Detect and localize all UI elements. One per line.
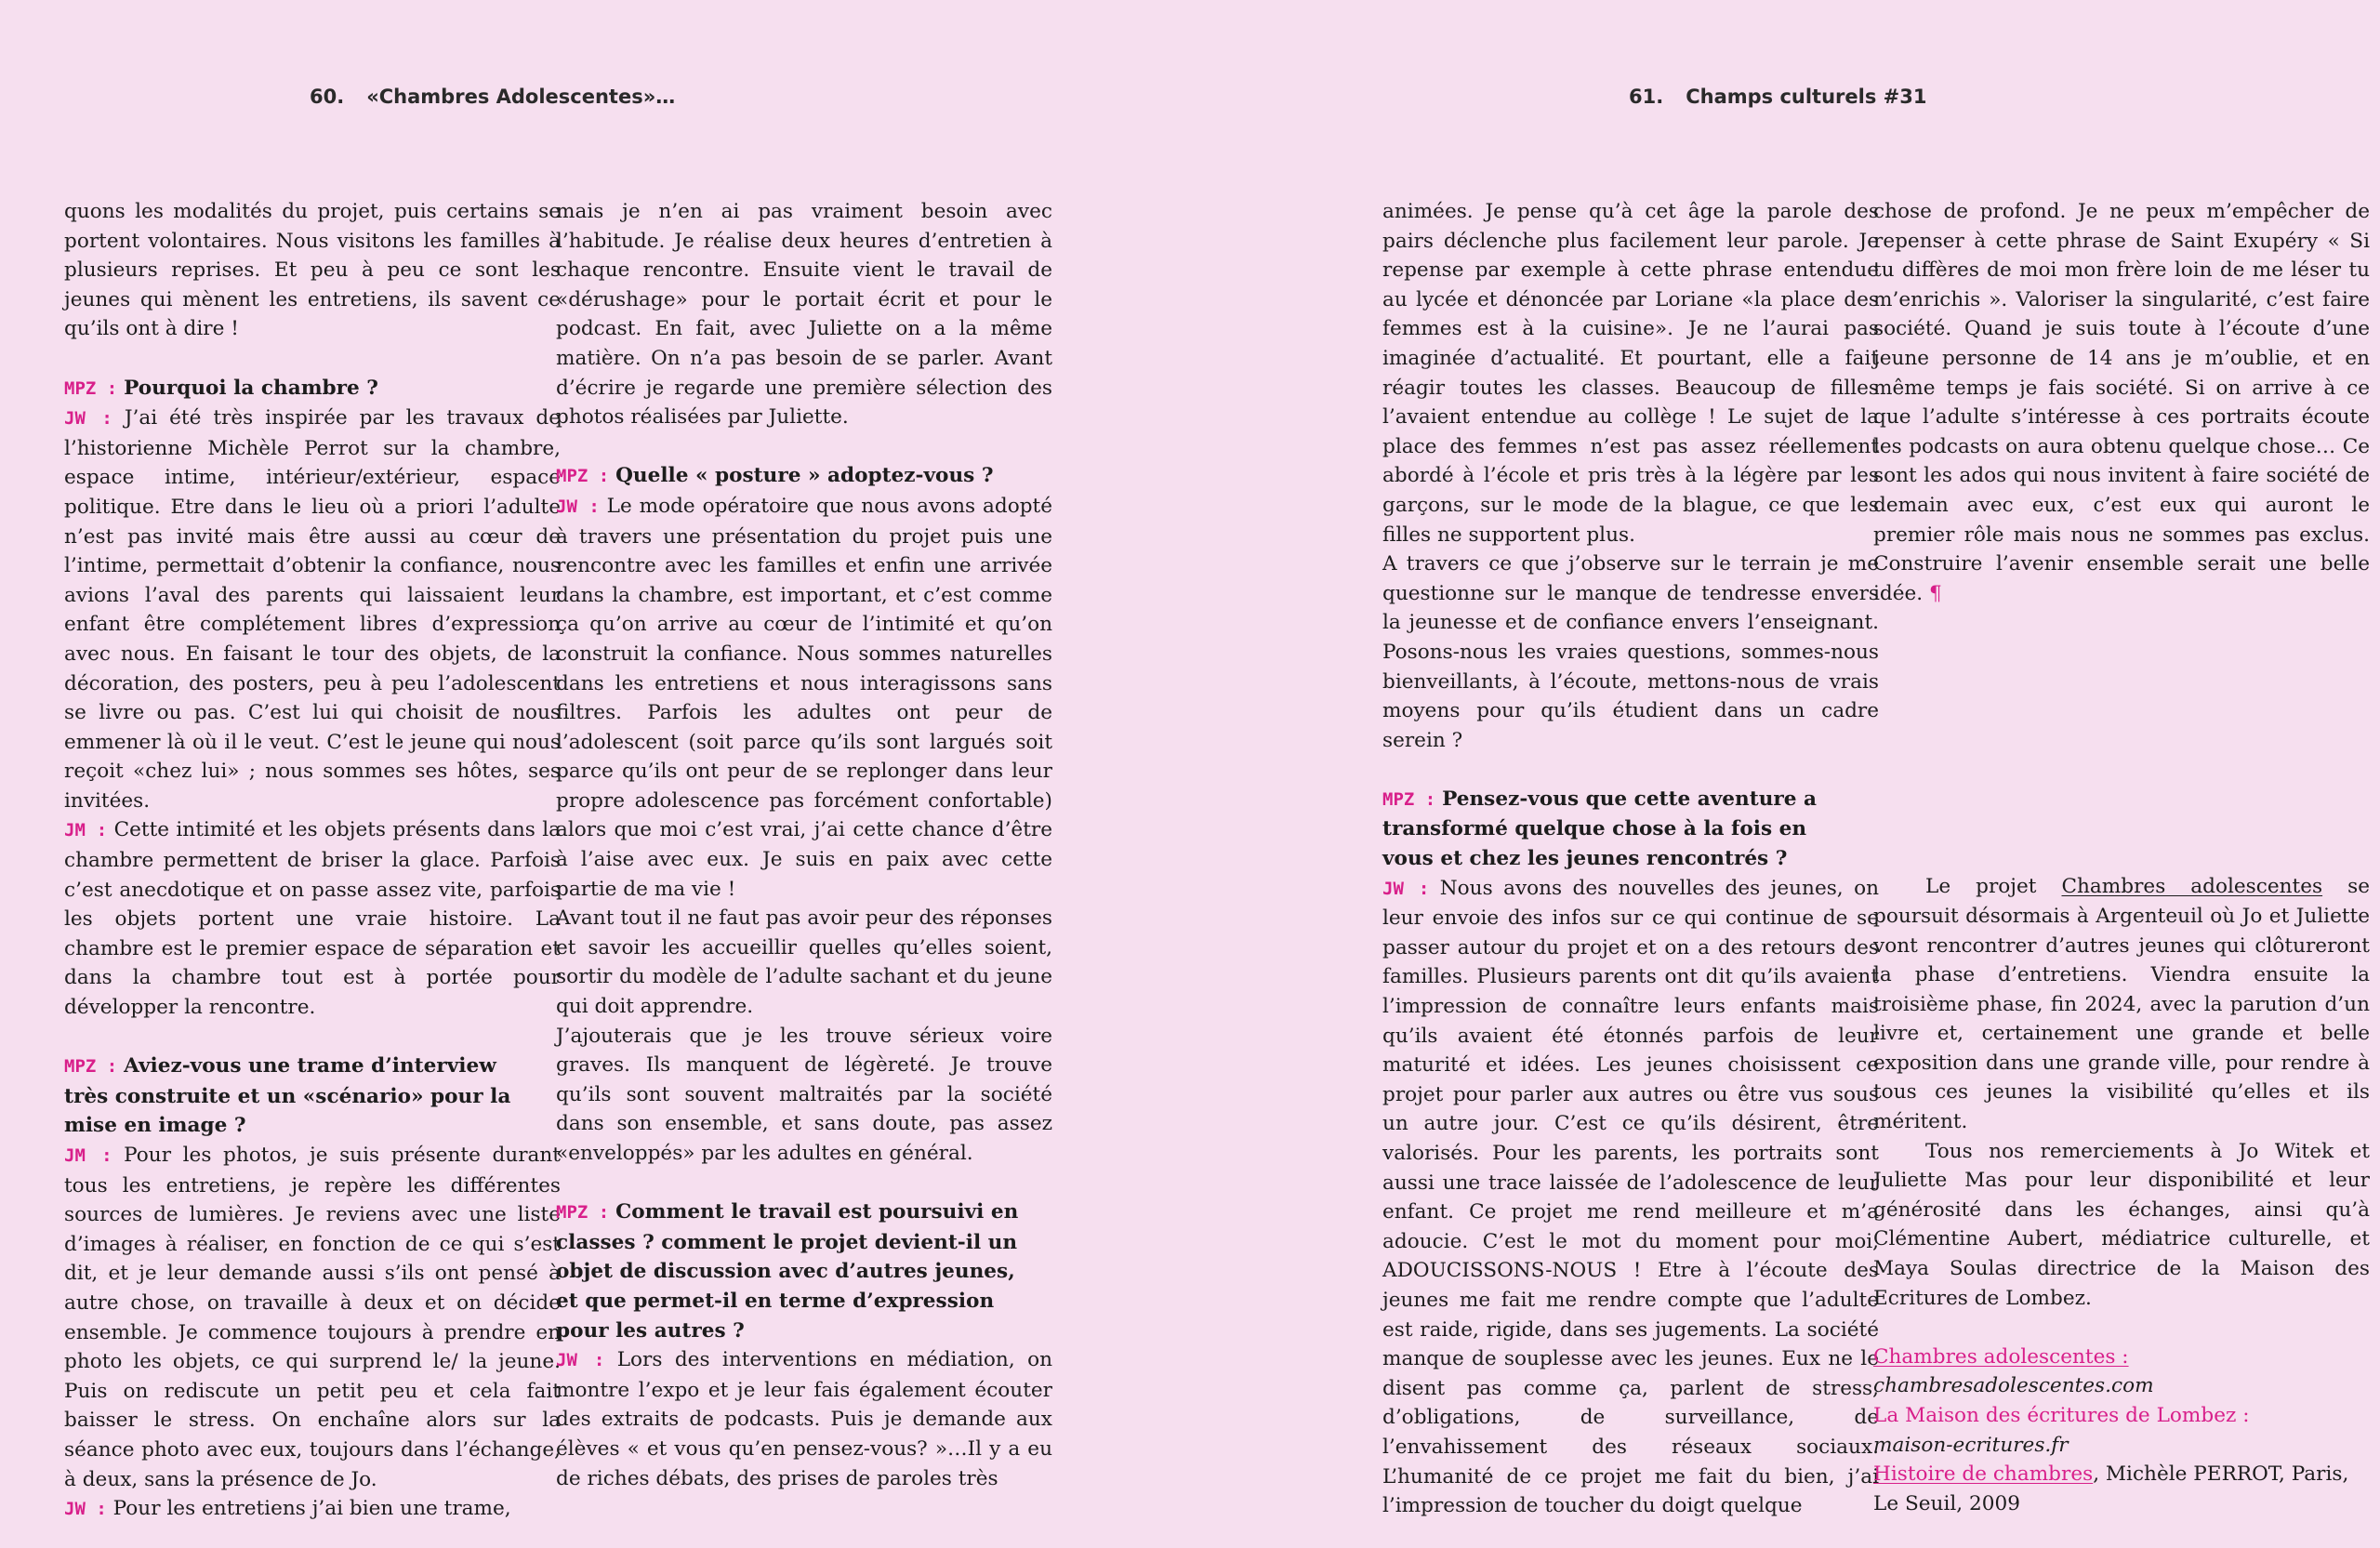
running-title-right: Champs culturels #31 (1686, 86, 1927, 108)
project-title: Chambres adolescentes (2061, 875, 2323, 899)
answer-text: Pour les photos, je suis présente durant tous les entretiens, je repère les différentes sources de lumières. Je reviens avec une liste d’images à réaliser, en fonction de ce qui s’est dit, et je leur demande aussi s’ils ont pensé à autre chose, on travaille à deux et on décide ensemble. Je commence toujours à prendre en photo les objets, ce qui surprend le/ la jeune. Puis on rediscute un petit peu et cela fait baisser le stress. On enchaîne alors sur la séance photo avec eux, toujours dans l’échange, à deux, sans la présence de Jo. (64, 1144, 561, 1491)
question (1382, 785, 1879, 874)
page-header-left (310, 86, 675, 108)
answer-text: Le mode opératoire que nous avons adopté à travers une présentation du projet puis une rencontre avec les familles et enfin une arrivée dans la chambre, est important, et c’est comme ça qu’on arrive au cœur de l’intimité et qu’on construit la confiance. Nous sommes naturelles dans les entretiens et nous interagissons sans filtres. Parfois les adultes ont peur de l’adolescent (soit parce qu’ils sont largués soit parce qu’ils ont peur de se replonger dans leur propre adolescence pas forcément confortable) alors que moi c’est vrai, j’ai cette chance d’être à l’aise avec eux. Je suis en paix avec cette partie de ma vie ! (556, 494, 1052, 901)
question-text: Comment le travail est poursuivi en classes ? comment le projet devient-il un objet de discussion avec d’autres jeunes, et que permet-il en terme d’expression pour les autres ? (556, 1200, 1019, 1343)
question (64, 374, 561, 404)
note-text: se poursuit désormais à Argenteuil où Jo et Juliette vont rencontrer d’autres jeunes qui clôtureront la phase d’entretiens. Viendra ensuite la troisième phase, fin 2024, avec la parution d’un livre et, certainement une grande et belle exposition dans une grande ville, pour rendre à tous ces jeunes la visibilité qu’elles et ils méritent. (1873, 875, 2370, 1134)
answer-text: Cette intimité et les objets présents dans la chambre permettent de briser la glace. Parfois c’est anecdotique et on passe assez vite, parfois les objets portent une vraie histoire. La chambre est le premier espace de séparation et dans la chambre tout est à portée pour développer la rencontre. (64, 818, 561, 1020)
paragraph: animées. Je pense qu’à cet âge la parole des pairs déclenche plus facilement leur parole. Je repense par exemple à cette phrase entendue au lycée et dénoncée par Loriane «la place des femmes est à la cuisine». Je ne l’aurai pas imaginée d’actualité. Et pourtant, elle a fait réagir toutes les classes. Beaucoup de filles l’avaient entendue au collège ! Le sujet de la place des femmes n’est pas assez réellement abordé à l’école et pris très à la légère par les garçons, sur le mode de la blague, ce que les filles ne supportent plus. (1382, 200, 1879, 547)
question-text: Pourquoi la chambre ? (124, 376, 378, 400)
question-text: Pensez-vous que cette aventure a transformé quelque chose à la fois en vous et chez les jeunes rencontrés ? (1382, 787, 1818, 871)
answer-text: Lors des interventions en médiation, on montre l’expo et je leur fais également écouter des extraits de podcasts. Puis je demande aux élèves « et vous qu’en pensez-vous? »…Il y a eu de riches débats, des prises de paroles très (556, 1348, 1052, 1490)
speaker-tag: MPZ : (556, 1202, 610, 1224)
question (556, 1197, 1052, 1345)
link-url[interactable]: maison-ecritures.fr (1873, 1433, 2069, 1457)
paragraph: mais je n’en ai pas vraiment besoin avec l’habitude. Je réalise deux heures d’entretien à chaque rencontre. Ensuite vient le travail de «dérushage» pour le portait écrit et pour le podcast. En fait, avec Juliette on a la même matière. On n’a pas besoin de se parler. Avant d’écrire je regarde une première sélection des photos réalisées par Juliette. (556, 200, 1052, 430)
resource-link-1[interactable] (1873, 1343, 2370, 1372)
speaker-tag: MPZ : (556, 466, 610, 487)
speaker-tag: JW : (556, 496, 600, 517)
page-number-right: 61. (1629, 86, 1664, 108)
paragraph-text: chose de profond. Je ne peux m’empêcher de repenser à cette phrase de Saint Exupéry « Si tu diffères de moi mon frère loin de me léser tu m’enrichis ». Valoriser la singularité, c’est faire société. Quand je suis toute à l’écoute d’une jeune personne de 14 ans je m’oublie, et en même temps je fais société. Si on arrive à ce que l’adulte s’intéresse à ces portraits écoute les podcasts on aura obtenu quelque chose… Ce sont les ados qui nous invitent à faire société de demain avec eux, c’est eux qui auront le premier rôle mais nous ne sommes pas exclus. Construire l’avenir ensemble serait une belle idée. (1873, 200, 2370, 605)
text-column-4 (1873, 197, 2370, 1518)
answer-text: J’ai été très inspirée par les travaux de l’historienne Michèle Perrot sur la chambre, espace intime, intérieur/extérieur, espace politique. Etre dans le lieu où a priori l’adulte n’est pas invité mais être aussi au cœur de l’intime, permettait d’obtenir la confiance, nous avions l’aval des parents qui laissaient leur enfant être complétement libres d’expression avec nous. En faisant le tour des objets, de la décoration, des posters, peu à peu l’adolescent se livre ou pas. C’est lui qui choisit de nous emmener là où il le veut. C’est le jeune qui nous reçoit «chez lui» ; nous sommes ses hôtes, ses invitées. (64, 406, 561, 813)
note-text: Le projet (1925, 875, 2037, 899)
resource-url-2[interactable] (1873, 1431, 2370, 1461)
resource-url-1[interactable] (1873, 1371, 2370, 1401)
paragraph: A travers ce que j’observe sur le terrain je me questionne sur le manque de tendresse envers la jeunesse et de confiance envers l’enseignant. Posons-nous les vraies questions, sommes-nous bienveillants, à l’écoute, mettons-nous de vrais moyens pour qu’ils étudient dans un cadre serein ? (1382, 552, 1879, 752)
pilcrow-mark: ¶ (1929, 581, 1942, 605)
book-title[interactable]: Histoire de chambres (1873, 1462, 2094, 1487)
paragraph: quons les modalités du projet, puis certains se portent volontaires. Nous visitons les familles à plusieurs reprises. Et peu à peu ce sont les jeunes qui mènent les entretiens, ils savent ce qu’ils ont à dire ! (64, 200, 561, 341)
text-column-1 (64, 197, 561, 1525)
resource-link-2[interactable] (1873, 1401, 2370, 1431)
speaker-tag: JW : (64, 1499, 107, 1520)
link-url[interactable]: chambresadolescentes.com (1873, 1374, 2154, 1398)
speaker-tag: MPZ : (1382, 788, 1436, 810)
running-title-left: «Chambres Adolescentes»… (366, 86, 676, 108)
acknowledgements: Tous nos remerciements à Jo Witek et Juliette Mas pour leur disponibilité et leur générosité dans les échanges, ainsi qu’à Clémentine Aubert, médiatrice culturelle, et Maya Soulas directrice de la Maison des Ecritures de Lombez. (1873, 1139, 2370, 1310)
speaker-tag: JW : (1382, 878, 1430, 899)
question-text: Quelle « posture » adoptez-vous ? (615, 464, 994, 488)
speaker-tag: JW : (64, 408, 112, 430)
answer-text: Nous avons des nouvelles des jeunes, on leur envoie des infos sur ce qui continue de se passer autour du projet et on a des retours des familles. Plusieurs parents ont dit qu’ils avaient l’impression de connaître leurs enfants mais qu’ils avaient été étonnés parfois de leur maturité et idées. Les jeunes choisissent ce projet pour parler aux autres ou être vus sous un autre jour. C’est ce qu’ils désirent, être valorisés. Pour les parents, les portraits sont aussi une trace laissée de l’adolescence de leur enfant. Ce projet me rend meilleure et m’a adoucie. C’est le mot du moment pour moi, ADOUCISSONS-NOUS ! Etre à l’écoute des jeunes me fait me rendre compte que l’adulte est raide, rigide, dans ses jugements. La société manque de souplesse avec les jeunes. Eux ne le disent pas comme ça, parlent de stress, d’obligations, de surveillance, de l’envahissement des réseaux sociaux. L’humanité de ce projet me fait du bien, j’ai l’impression de toucher du doigt quelque (1382, 876, 1880, 1518)
text-column-3 (1382, 197, 1879, 1521)
answer (64, 404, 561, 815)
link-label[interactable]: Chambres adolescentes : (1873, 1344, 2129, 1369)
question (556, 461, 1052, 492)
note-paragraph (1873, 872, 2370, 1136)
answer (556, 1345, 1052, 1493)
answer (64, 1141, 561, 1494)
paragraph (1873, 197, 2370, 608)
resource-ref-3 (1873, 1460, 2370, 1518)
paragraph: J’ajouterais que je les trouve sérieux voire graves. Ils manquent de légèreté. Je trouve qu’ils sont souvent maltraités par la société dans son ensemble, et sans doute, pas assez «enveloppés» par les adultes en général. (556, 1024, 1052, 1165)
page-header-right (1629, 86, 1926, 108)
answer (556, 492, 1052, 904)
answer-text: Pour les entretiens j’ai bien une trame, (112, 1497, 511, 1521)
text-column-2 (556, 197, 1052, 1493)
speaker-tag: MPZ : (64, 1056, 118, 1078)
answer (1382, 874, 1879, 1521)
question-text: Aviez-vous une trame d’interview très construite et un «scénario» pour la mise en image ? (64, 1054, 511, 1138)
speaker-tag: JW : (556, 1350, 605, 1371)
speaker-tag: JM : (64, 820, 108, 841)
paragraph: Avant tout il ne faut pas avoir peur des réponses et savoir les accueillir quelles qu’elles soient, sortir du modèle de l’adulte sachant et du jeune qui doit apprendre. (556, 906, 1052, 1019)
answer (64, 1494, 561, 1525)
page-number-left: 60. (310, 86, 345, 108)
answer (64, 815, 561, 1022)
link-label[interactable]: La Maison des écritures de Lombez : (1873, 1404, 2250, 1427)
speaker-tag: MPZ : (64, 377, 118, 399)
question (64, 1052, 561, 1141)
speaker-tag: JM : (64, 1145, 112, 1166)
book-reference: , Michèle PERROT, Paris, Le Seuil, 2009 (1873, 1462, 2349, 1515)
